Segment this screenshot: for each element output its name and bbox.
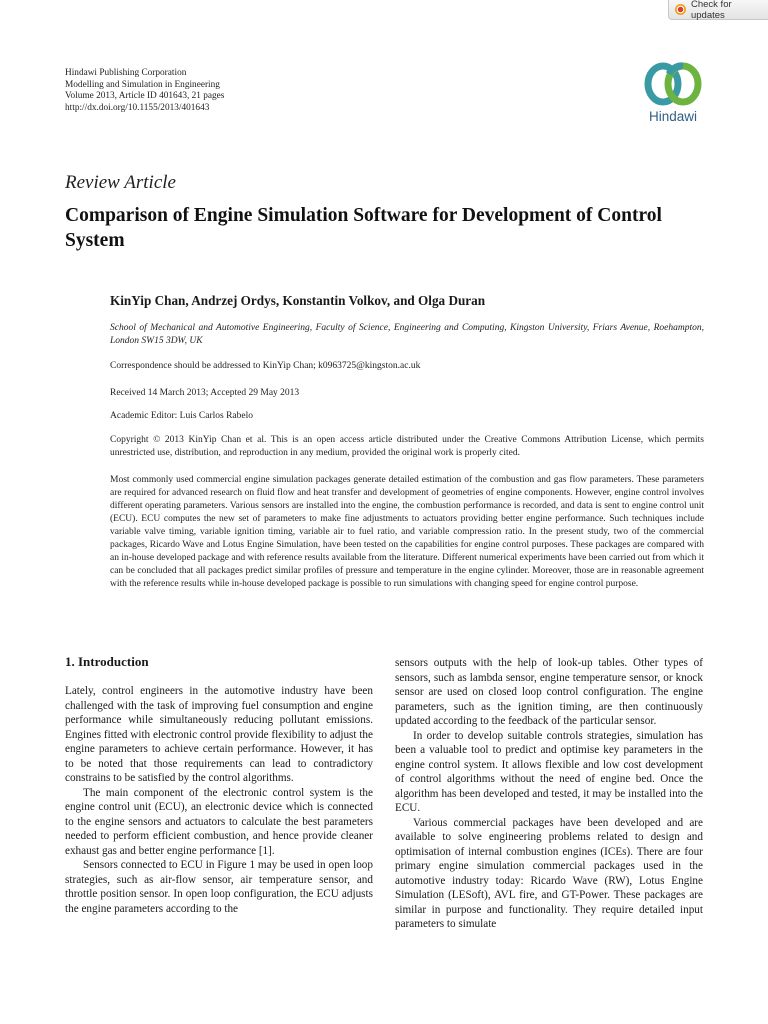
doi-link[interactable]: http://dx.doi.org/10.1155/2013/401643 (65, 102, 210, 113)
volume-info: Volume 2013, Article ID 401643, 21 pages (65, 91, 225, 101)
check-for-updates-label: Check for updates (690, 0, 732, 21)
section-heading: 1. Introduction (65, 654, 149, 669)
paragraph: Various commercial packages have been developed and are available to solve engineering problems related to design and optimisation of internal combustion engines (ICEs). There are four primary engine simulation commercial packages used in the automotive industry today: Ricardo Wave (RW), Lotus Engine Simulation (LESoft), AVL fire, and GT-Power. These packages are similar in purpose and functionality. They require detailed input parameters to simulate (395, 816, 703, 930)
paragraph: Sensors connected to ECU in Figure 1 may be used in open loop strategies, such as air-flow sensor, air temperature sensor, and throttle position sensor. In open loop configuration, the ECU adjusts the engine parameters according to the (65, 859, 373, 915)
crossmark-icon (675, 4, 686, 15)
affiliation: School of Mechanical and Automotive Engineering, Faculty of Science, Engineering and Computing, Kingston University, Friars Avenue, Roehampton, London SW15 3DW, UK (110, 323, 704, 346)
article-type: Review Article (65, 172, 176, 193)
paragraph: In order to develop suitable controls strategies, simulation has been a valuable tool to predict and optimise key parameters in the engine control system. It allows flexible and low cost development of control algorithms without the need of engine bed. Once the algorithm has been developed and tested, it may be installed into the ECU. (395, 729, 703, 814)
correspondence: Correspondence should be addressed to KinYip Chan; k0963725@kingston.ac.uk (110, 361, 421, 371)
check-for-updates-button[interactable] (668, 0, 768, 20)
abstract (110, 474, 704, 591)
journal-info (65, 68, 224, 114)
author-list: KinYip Chan, Andrzej Ordys, Konstantin Volkov, and Olga Duran (110, 293, 486, 308)
received-date: Received 14 March 2013; Accepted 29 May 2013 (110, 388, 300, 398)
hindawi-wordmark: Hindawi (648, 109, 698, 124)
academic-editor: Academic Editor: Luis Carlos Rabelo (110, 411, 253, 421)
hindawi-logo (636, 60, 710, 124)
publisher-name: Hindawi Publishing Corporation (65, 68, 187, 78)
copyright-notice: Copyright © 2013 KinYip Chan et al. This is an open access article distributed under the Creative Commons Attribution License, which permits unrestricted use, distribution, and reproduction in any medium, provided the original work is properly cited. (110, 435, 704, 458)
left-column (65, 654, 373, 916)
paragraph: sensors outputs with the help of look-up tables. Other types of sensors, such as lambda sensor, engine temperature sensor, or knock sensor are used on closed loop control configuration. The engine parameters, such as the ignition timing, are then continuously updated according to the feedback of the particular sensor. (395, 657, 703, 727)
abstract-text: Most commonly used commercial engine simulation packages generate detailed estimation of the combustion and gas flow parameters. These parameters are required for advanced research on fluid flow and heat transfer and development of geometries of engine components. However, engine control involves different operating parameters. Various sensors are installed into the engine, the combustion performance is recorded, and data is sent to engine control unit (ECU). ECU computes the new set of parameters to make fine adjustments to actuators providing better engine performance. Such techniques include variable valve timing, variable ignition timing, variable air to fuel ratio, and variable compression ratio. In the present study, two of the commercial packages, Ricardo Wave and Lotus Engine Simulation, have been tested on the capabilities for engine control purposes. These packages are compared with an in-house developed package and with reference results available from the literature. Different numerical experiments have been carried out from which it can be concluded that all packages predict similar profiles of pressure and temperature in the engine cylinder. Moreover, those are in reasonable agreement with the reference results while in-house developed package is possible to run simulations with changing speed for engine control purpose. (110, 475, 704, 589)
journal-name: Modelling and Simulation in Engineering (65, 79, 220, 90)
paragraph: The main component of the electronic control system is the engine control unit (ECU), an electronic device which is connected to the engine sensors and actuators to calculate the best parameters needed to perform efficient combustion, and hence provide cleaner exhaust gas and better engine performance [1]. (65, 786, 373, 857)
right-column (395, 656, 703, 932)
hindawi-rings-icon (643, 60, 703, 108)
paper-title: Comparison of Engine Simulation Software for Development of Control System (65, 205, 662, 251)
paragraph: Lately, control engineers in the automotive industry have been challenged with the task of improving fuel consumption and engine performance while simultaneously reducing pollutant emissions. Engines fitted with electronic control provide flexibility to adjust the engine parameters to achieve certain performance. However, it has to be noted that those requirements can lead to contradictory constrains to be satisfied by the control algorithms. (65, 685, 373, 784)
